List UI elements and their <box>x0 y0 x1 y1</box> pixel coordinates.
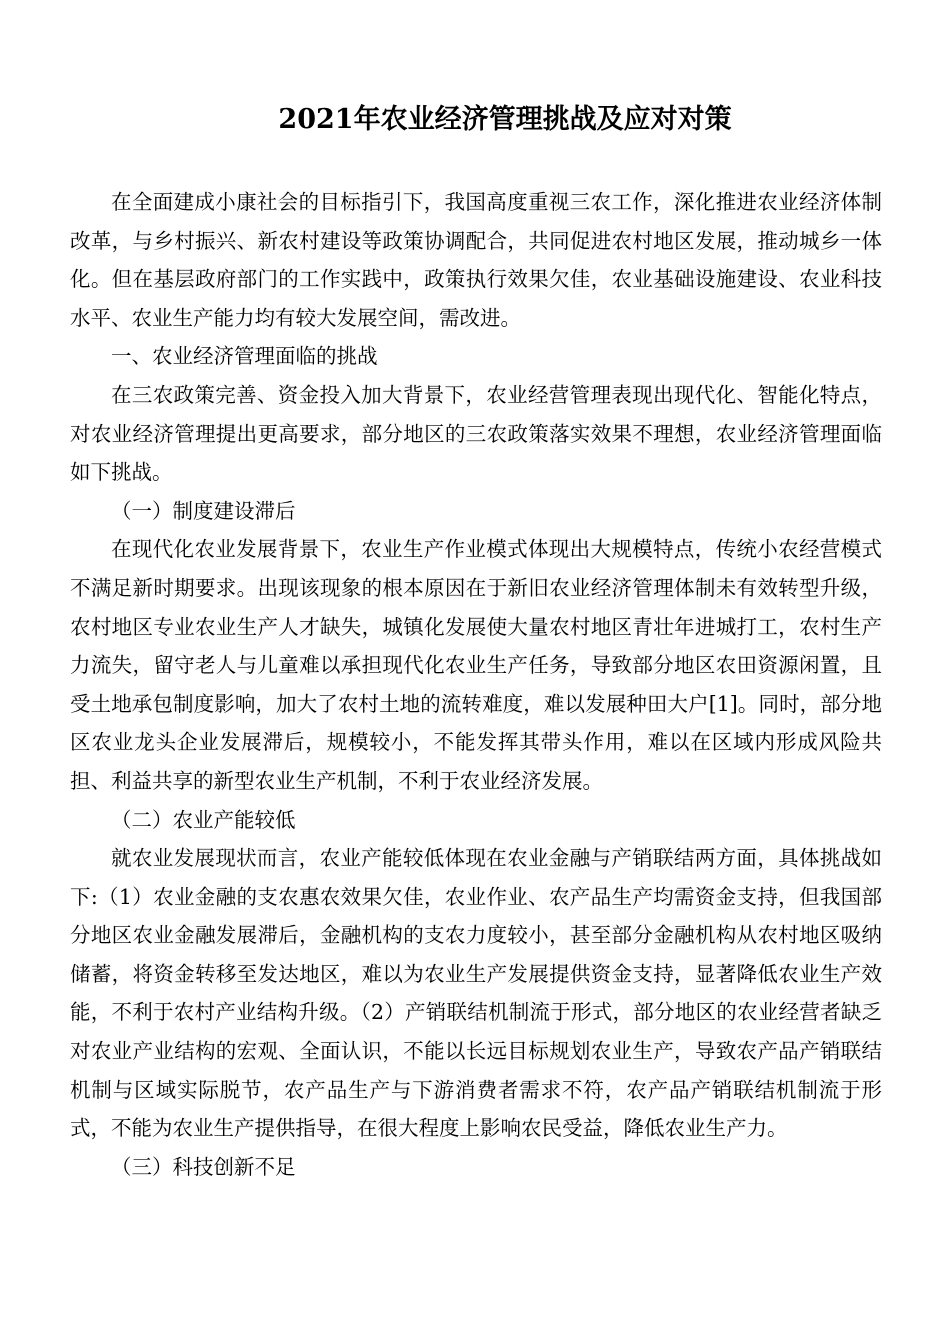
paragraph-institution: 在现代化农业发展背景下，农业生产作业模式体现出大规模特点，传统小农经营模式不满足新时期要求。出现该现象的根本原因在于新旧农业经济管理体制未有效转型升级，农村地区专业农业生产人才缺失，城镇化发展使大量农村地区青壮年进城打工，农村生产力流失，留守老人与儿童难以承担现代化农业生产任务，导致部分地区农田资源闲置，且受土地承包制度影响，加大了农村土地的流转难度，难以发展种田大户[1]。同时，部分地区农业龙头企业发展滞后，规模较小，不能发挥其带头作用，难以在区域内形成风险共担、利益共享的新型农业生产机制，不利于农业经济发展。 <box>70 537 882 793</box>
document-title: 2021年农业经济管理挑战及应对对策 <box>278 104 732 135</box>
section-intro-paragraph: 在三农政策完善、资金投入加大背景下，农业经营管理表现出现代化、智能化特点，对农业经济管理提出更高要求，部分地区的三农政策落实效果不理想，农业经济管理面临如下挑战。 <box>70 382 882 485</box>
subheading-innovation: （三）科技创新不足 <box>111 1154 296 1179</box>
paragraph-capacity: 就农业发展现状而言，农业产能较低体现在农业金融与产销联结两方面，具体挑战如下:（1）农业金融的支农惠农效果欠佳，农业作业、农产品生产均需资金支持，但我国部分地区农业金融发展滞后，金融机构的支农力度较小，甚至部分金融机构从农村地区吸纳储蓄，将资金转移至发达地区，难以为农业生产发展提供资金支持，显著降低农业生产效能，不利于农村产业结构升级。（2）产销联结机制流于形式，部分地区的农业经营者缺乏对农业产业结构的宏观、全面认识，不能以长远目标规划农业生产，导致农产品产销联结机制与区域实际脱节，农产品生产与下游消费者需求不符，农产品产销联结机制流于形式，不能为农业生产提供指导，在很大程度上影响农民受益，降低农业生产力。 <box>70 846 882 1141</box>
intro-paragraph: 在全面建成小康社会的目标指引下，我国高度重视三农工作，深化推进农业经济体制改革，与乡村振兴、新农村建设等政策协调配合，共同促进农村地区发展，推动城乡一体化。但在基层政府部门的工作实践中，政策执行效果欠佳，农业基础设施建设、农业科技水平、农业生产能力均有较大发展空间，需改进。 <box>70 190 882 330</box>
subheading-capacity: （二）农业产能较低 <box>111 807 296 832</box>
section-heading-challenges: 一、农业经济管理面临的挑战 <box>111 344 378 369</box>
subheading-institution: （一）制度建设滞后 <box>111 498 296 523</box>
document-body <box>70 183 882 1186</box>
